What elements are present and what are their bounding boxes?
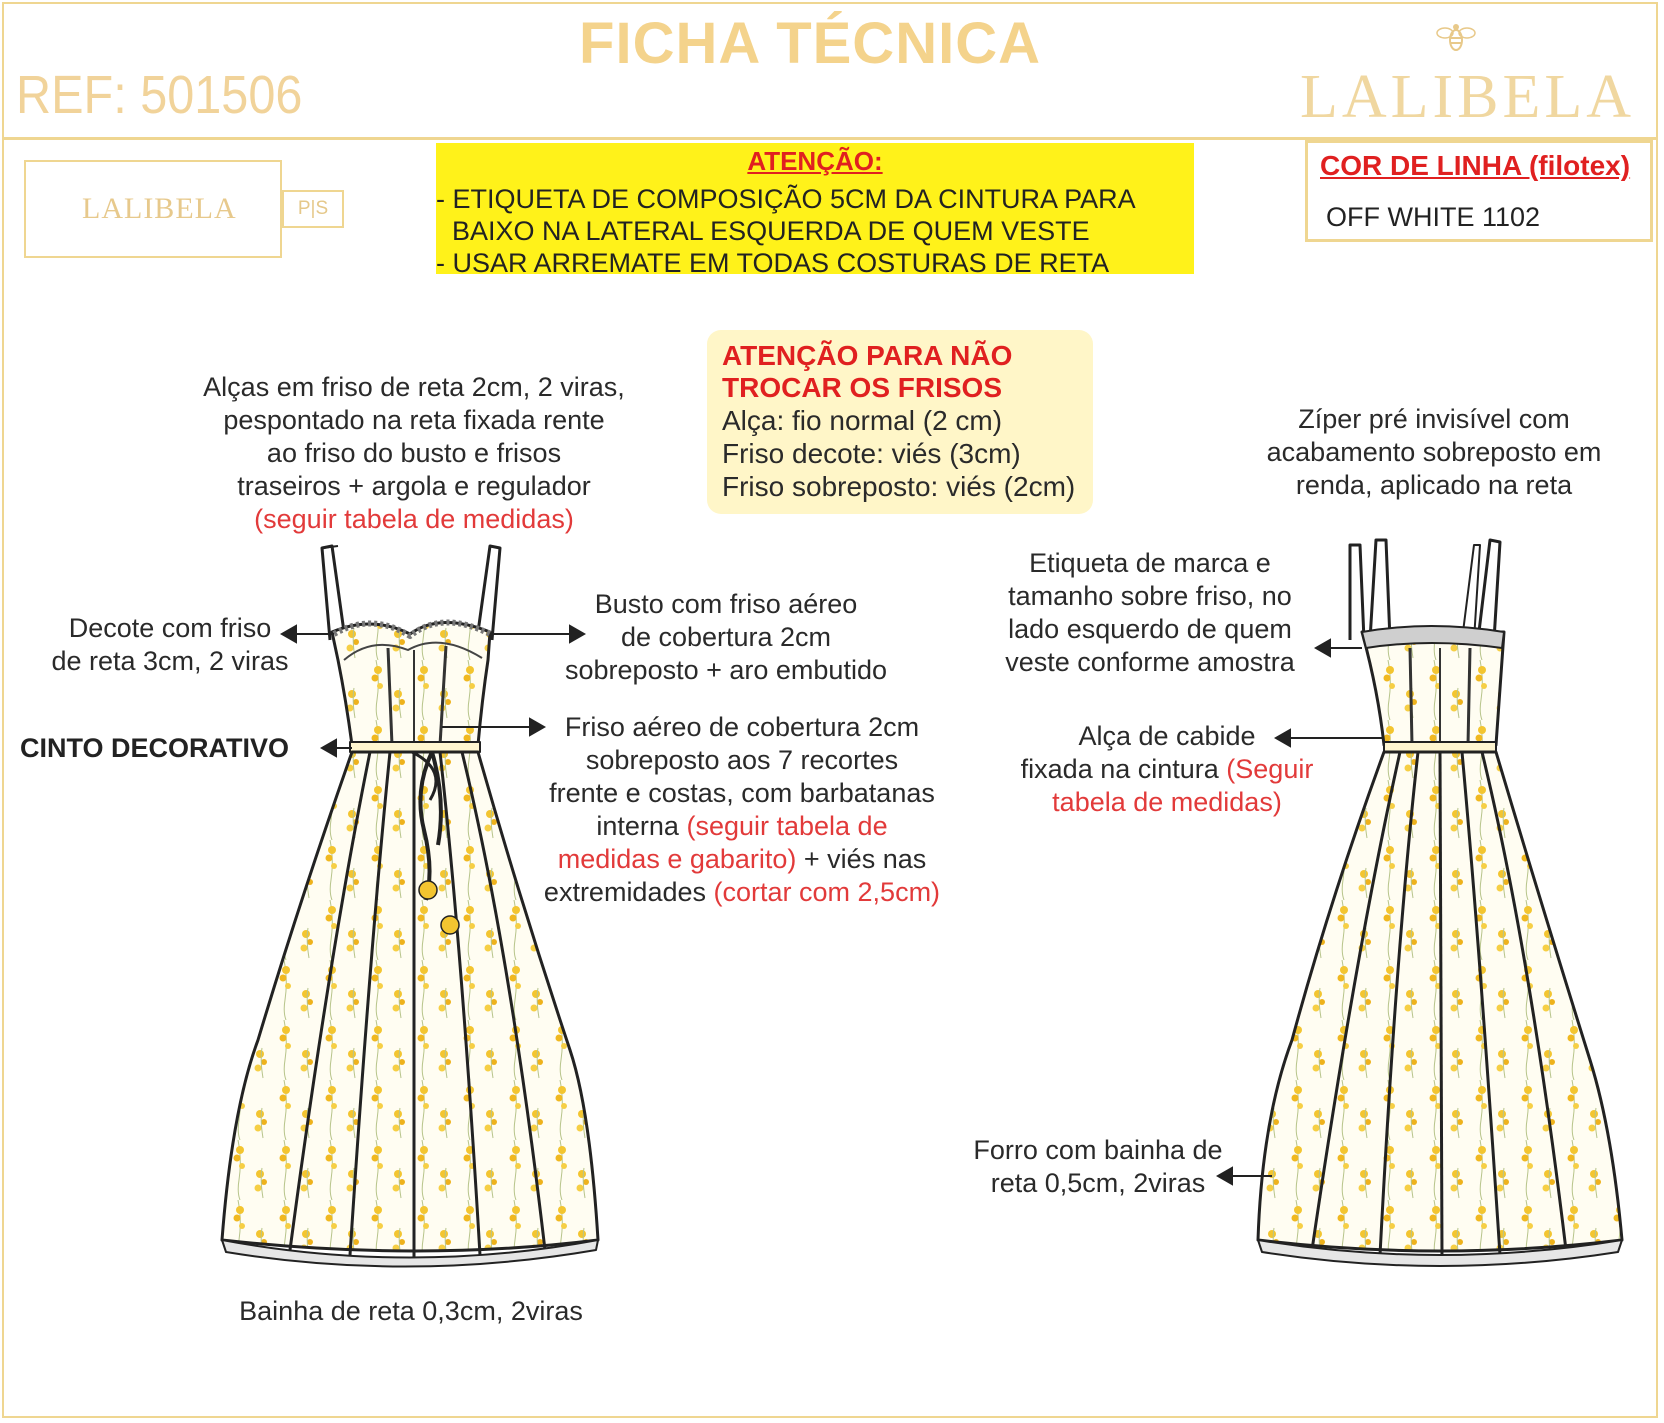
page-title: FICHA TÉCNICA <box>579 11 1041 76</box>
frisos-line-2: Friso decote: viés (3cm) <box>722 438 1021 469</box>
neckline-note: Decote com friso de reta 3cm, 2 viras <box>51 613 289 676</box>
lining-note: Forro com bainha de reta 0,5cm, 2viras <box>973 1135 1223 1198</box>
attention-line-1: - ETIQUETA DE COMPOSIÇÃO 5CM DA CINTURA PARA <box>436 184 1136 214</box>
frisos-title-2: TROCAR OS FRISOS <box>722 372 1003 403</box>
reference-code: REF: 501506 <box>16 65 303 125</box>
attention-title: ATENÇÃO: <box>747 146 883 176</box>
hanger-loop-note: Alça de cabide fixada na cintura (Seguir tabela de medidas) <box>1020 721 1314 817</box>
frisos-line-3: Friso sobreposto: viés (2cm) <box>722 471 1076 502</box>
straps-note: Alças em friso de reta 2cm, 2 viras, pespontado na reta fixada rente ao friso do busto e frisos traseiros + argola e regulador (seguir tabela de medidas) <box>203 372 625 534</box>
belt-note: CINTO DECORATIVO <box>20 733 290 763</box>
back-dress <box>1258 540 1622 1266</box>
label-brand: LALIBELA <box>82 192 237 225</box>
frisos-line-1: Alça: fio normal (2 cm) <box>722 405 1003 436</box>
attention-line-3: - USAR ARREMATE EM TODAS COSTURAS DE RETA <box>436 248 1110 278</box>
zipper-note: Zíper pré invisível com acabamento sobreposto em renda, aplicado na reta <box>1266 404 1602 500</box>
thread-color-title: COR DE LINHA (filotex) <box>1320 150 1631 181</box>
hem-note: Bainha de reta 0,3cm, 2viras <box>239 1296 583 1326</box>
frisos-title-1: ATENÇÃO PARA NÃO <box>722 340 1013 371</box>
size-tag: P|S <box>282 190 344 228</box>
brand-tag-note: Etiqueta de marca e tamanho sobre friso, no lado esquerdo de quem veste conforme amostra <box>1005 548 1295 677</box>
bust-note: Busto com friso aéreo de cobertura 2cm sobreposto + aro embutido <box>565 589 887 685</box>
attention-line-2: BAIXO NA LATERAL ESQUERDA DE QUEM VESTE <box>452 216 1090 246</box>
panels-note: Friso aéreo de cobertura 2cm sobreposto aos 7 recortes frente e costas, com barbatanas interna (seguir tabela de medidas e gabarito) + viés nas extremidades (cortar com 2,5cm) <box>543 712 941 907</box>
thread-color-value: OFF WHITE 1102 <box>1326 202 1541 232</box>
brand-logo: LALIBELA <box>1300 63 1636 131</box>
